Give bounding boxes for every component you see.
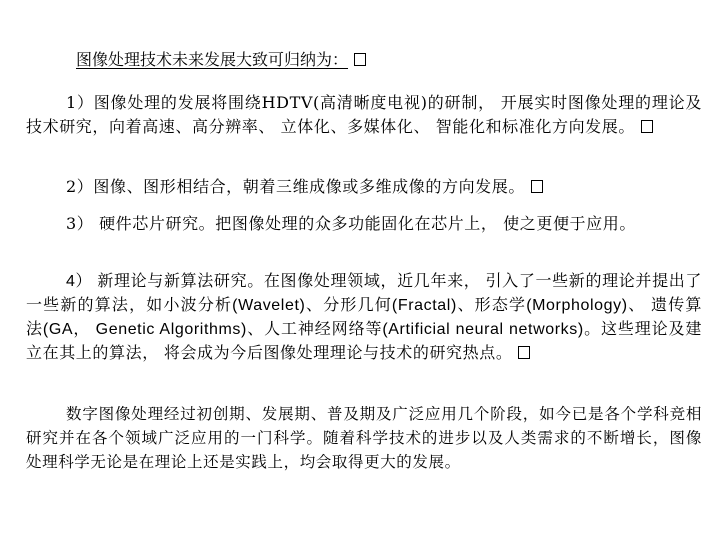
paragraph-1 [26, 91, 702, 139]
paragraph-5 [26, 403, 702, 475]
paragraph-2-text: 2）图像、图形相结合，朝着三维成像或多维成像的方向发展。 [66, 177, 525, 196]
heading-text: 图像处理技术未来发展大致可归纳为： [76, 50, 349, 69]
placeholder-box-icon [518, 346, 530, 359]
placeholder-box-icon [531, 180, 543, 193]
paragraph-4 [26, 270, 702, 366]
placeholder-box-icon [641, 120, 653, 133]
paragraph-5-text: 数字图像处理经过初创期、发展期、普及期及广泛应用几个阶段，如今已是各个学科竞相研究并在各个领域广泛应用的一门科学。随着科学技术的进步以及人类需求的不断增长，图像处理科学无论是在理论上还是实践上，均会取得更大的发展。 [26, 406, 702, 471]
paragraph-3-text: 3） 硬件芯片研究。把图像处理的众多功能固化在芯片上， 使之更便于应用。 [66, 214, 636, 233]
paragraph-3 [26, 212, 702, 236]
placeholder-box-icon [354, 53, 366, 66]
paragraph-1-text: 1）图像处理的发展将围绕HDTV(高清晰度电视)的研制， 开展实时图像处理的理论及技术研究，向着高速、高分辨率、 立体化、多媒体化、 智能化和标准化方向发展。 [26, 93, 702, 136]
paragraph-4-text: 4） 新理论与新算法研究。在图像处理领域，近几年来， 引入了一些新的理论并提出了一些新的算法，如小波分析(Wavelet)、分形几何(Fractal)、形态学(Morphology)、 遗传算法(GA， Genetic Algorithms)、人工神经网络等(Artificial neural networks)。这些理论及建立在其上的算法， 将会成为今后图像处理理论与技术的研究热点。 [26, 273, 702, 362]
paragraph-2 [26, 175, 702, 199]
section-heading [76, 48, 366, 72]
